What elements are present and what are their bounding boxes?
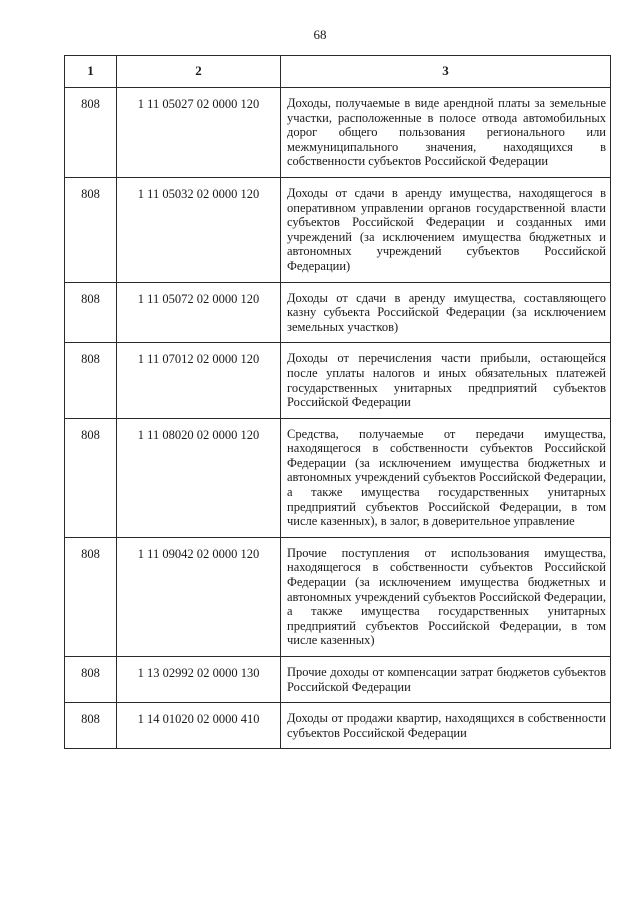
administrator-code-cell: 808 [65,537,117,656]
table-row [65,282,611,343]
table-row [65,88,611,178]
administrator-code-cell: 808 [65,177,117,282]
table-row [65,703,611,749]
revenue-description-cell: Доходы от сдачи в аренду имущества, находящегося в оперативном управлении органов государственной власти субъектов Российской Федерации и созданных ими учреждений (за исключением имущества бюджетных и автономных учреждений субъектов Российской Федерации) [281,177,611,282]
administrator-code-cell: 808 [65,343,117,418]
page-number: 68 [313,27,327,42]
table-row [65,537,611,656]
table-row [65,657,611,703]
column-header-1: 1 [65,56,117,88]
table-header-row [65,56,611,88]
revenue-description-cell: Доходы, получаемые в виде арендной платы за земельные участки, расположенные в полосе отвода автомобильных дорог общего пользования регионального или межмуниципального значения, находящихся в собственности субъектов Российской Федерации [281,88,611,178]
revenue-code-cell: 1 11 05032 02 0000 120 [117,177,281,282]
administrator-code-cell: 808 [65,703,117,749]
administrator-code-cell: 808 [65,88,117,178]
revenue-code-cell: 1 11 05072 02 0000 120 [117,282,281,343]
revenue-code-cell: 1 11 05027 02 0000 120 [117,88,281,178]
revenue-code-cell: 1 11 07012 02 0000 120 [117,343,281,418]
revenue-code-table [64,55,611,749]
table-row [65,418,611,537]
administrator-code-cell: 808 [65,282,117,343]
revenue-description-cell: Доходы от перечисления части прибыли, остающейся после уплаты налогов и иных обязательных платежей государственных унитарных предприятий субъектов Российской Федерации [281,343,611,418]
table-row [65,343,611,418]
revenue-description-cell: Прочие доходы от компенсации затрат бюджетов субъектов Российской Федерации [281,657,611,703]
revenue-description-cell: Доходы от продажи квартир, находящихся в собственности субъектов Российской Федерации [281,703,611,749]
revenue-description-cell: Доходы от сдачи в аренду имущества, составляющего казну субъекта Российской Федерации (за исключением земельных участков) [281,282,611,343]
table-row [65,177,611,282]
revenue-code-cell: 1 13 02992 02 0000 130 [117,657,281,703]
administrator-code-cell: 808 [65,418,117,537]
revenue-code-cell: 1 11 09042 02 0000 120 [117,537,281,656]
revenue-code-cell: 1 11 08020 02 0000 120 [117,418,281,537]
revenue-code-cell: 1 14 01020 02 0000 410 [117,703,281,749]
column-header-2: 2 [117,56,281,88]
column-header-3: 3 [281,56,611,88]
revenue-description-cell: Прочие поступления от использования имущества, находящегося в собственности субъектов Российской Федерации (за исключением имущества бюджетных и автономных учреждений субъектов Российской Федерации, а также имущества государственных унитарных предприятий субъектов Российской Федерации, в том числе казенных) [281,537,611,656]
administrator-code-cell: 808 [65,657,117,703]
revenue-description-cell: Средства, получаемые от передачи имущества, находящегося в собственности субъектов Российской Федерации (за исключением имущества бюджетных и автономных учреждений субъектов Российской Федерации, а также имущества государственных унитарных предприятий субъектов Российской Федерации, в том числе казенных), в залог, в доверительное управление [281,418,611,537]
